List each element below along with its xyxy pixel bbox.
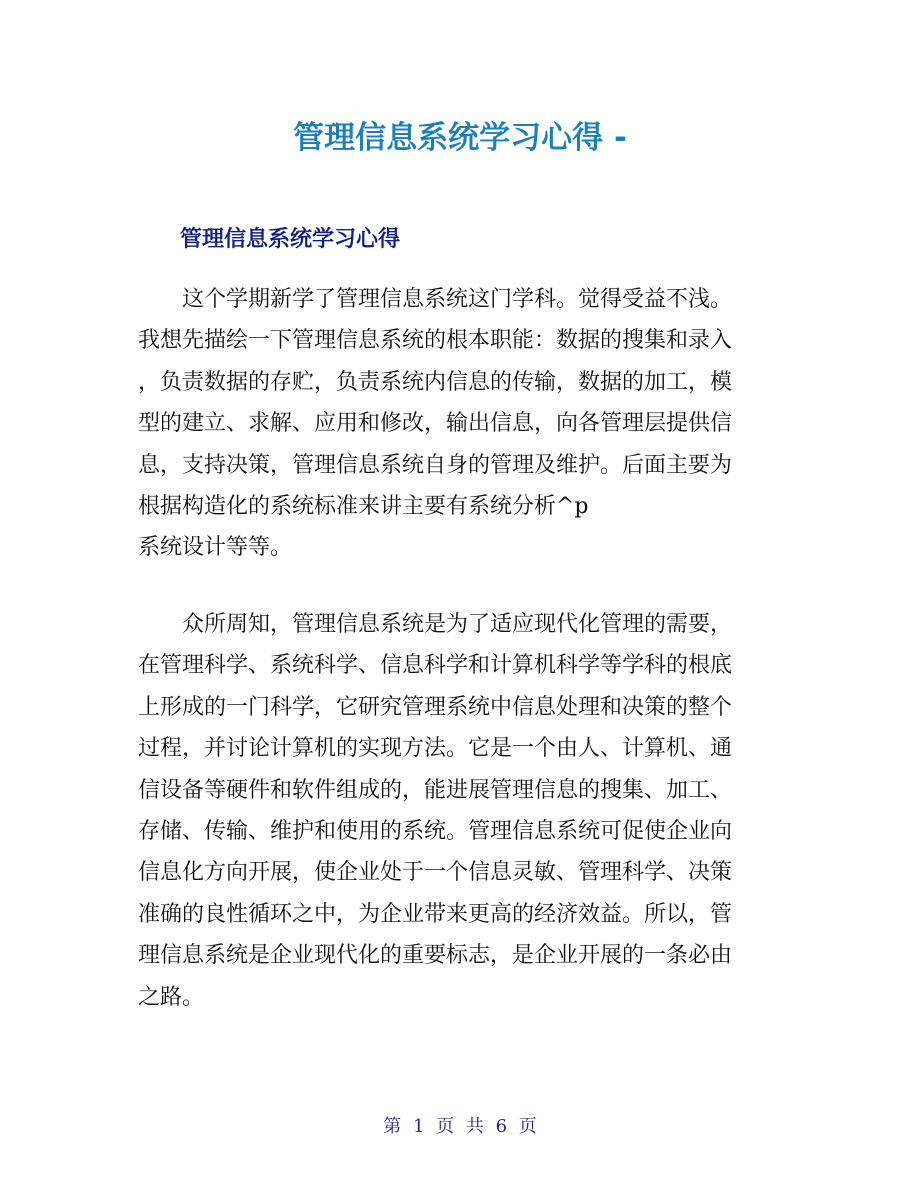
footer-page-label: 第 — [383, 1116, 402, 1137]
page-footer — [0, 1112, 920, 1142]
footer-total-label: 共 — [465, 1116, 484, 1137]
paragraph-1 — [138, 279, 788, 569]
paragraph-line: 我想先描绘一下管理信息系统的根本职能：数据的搜集和录入 — [138, 328, 733, 354]
paragraph-line: 存储、传输、维护和使用的系统。管理信息系统可促使企业向 — [138, 818, 733, 844]
document-title: 管理信息系统学习心得 - — [293, 120, 627, 156]
paragraph-line: 众所周知，管理信息系统是为了适应现代化管理的需要， — [138, 612, 733, 637]
paragraph-2 — [138, 604, 788, 1018]
footer-page-unit: 页 — [436, 1116, 455, 1137]
paragraph-line: 息，支持决策，管理信息系统自身的管理及维护。后面主要为 — [138, 452, 733, 478]
paragraph-line: 系统设计等等。 — [138, 535, 293, 561]
paragraph-line: 之路。 — [138, 984, 205, 1010]
footer-current-page: 1 — [412, 1116, 425, 1137]
paragraph-line: 准确的良性循环之中，为企业带来更高的经济效益。所以，管 — [138, 901, 733, 927]
paragraph-line: 在管理科学、系统科学、信息科学和计算机科学等学科的根底 — [138, 653, 733, 679]
paragraph-line: 上形成的一门科学，它研究管理系统中信息处理和决策的整个 — [138, 694, 733, 720]
paragraph-line: 过程，并讨论计算机的实现方法。它是一个由人、计算机、通 — [138, 736, 733, 762]
paragraph-line: 型的建立、求解、应用和修改，输出信息，向各管理层提供信 — [138, 411, 733, 437]
paragraph-line: 这个学期新学了管理信息系统这门学科。觉得受益不浅。 — [138, 287, 733, 312]
footer-total-pages: 6 — [495, 1116, 508, 1137]
footer-total-unit: 页 — [518, 1116, 537, 1137]
paragraph-line: 根据构造化的系统标准来讲主要有系统分析^p — [138, 493, 589, 519]
section-heading: 管理信息系统学习心得 — [180, 227, 401, 252]
paragraph-line: 信设备等硬件和软件组成的，能进展管理信息的搜集、加工、 — [138, 777, 733, 803]
paragraph-line: ，负责数据的存贮，负责系统内信息的传输，数据的加工，模 — [138, 369, 733, 395]
paragraph-line: 信息化方向开展，使企业处于一个信息灵敏、管理科学、决策 — [138, 860, 733, 886]
paragraph-line: 理信息系统是企业现代化的重要标志，是企业开展的一条必由 — [138, 943, 733, 969]
